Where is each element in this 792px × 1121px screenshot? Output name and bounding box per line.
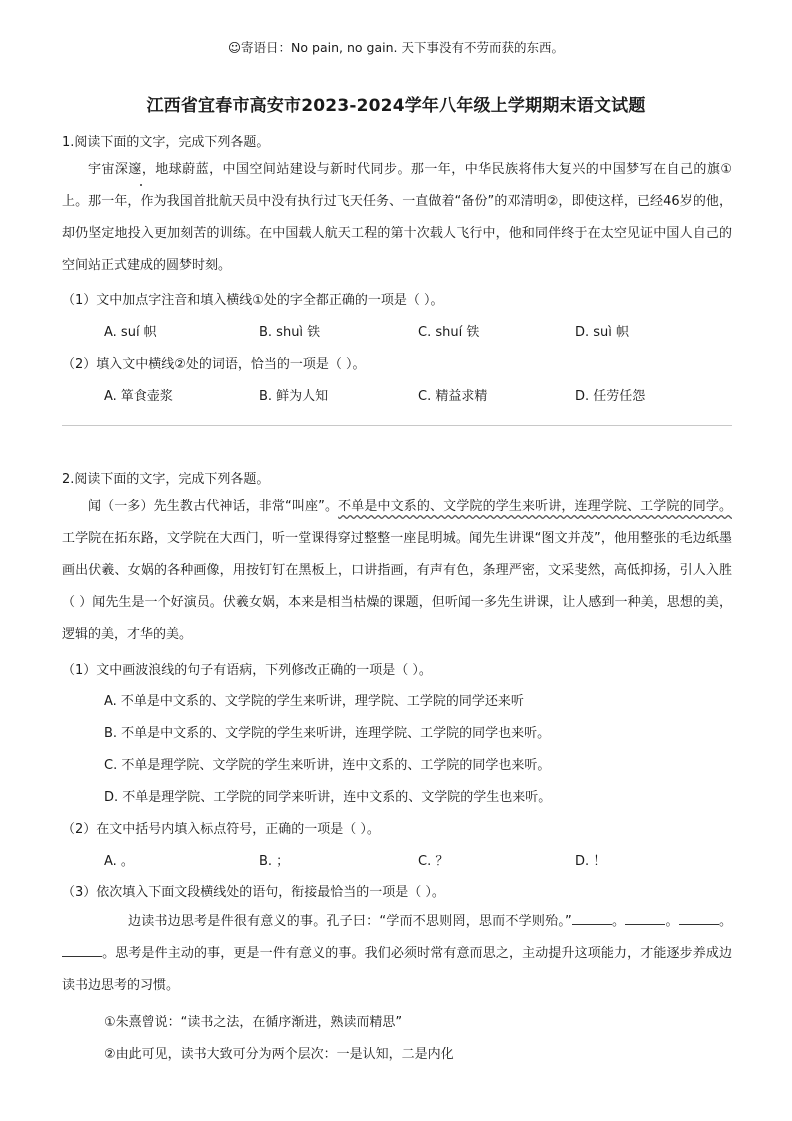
q1-sub2-option-c[interactable]: C. 精益求精 [418,389,488,404]
q2-sub2-option-c[interactable]: C. ？ [418,854,449,869]
q1-sub1-option-b[interactable]: B. shuì 铁 [259,325,321,340]
q2-sub3-item-1: ①朱熹曾说：“读书之法，在循序渐进，熟读而精思” [104,1015,403,1030]
q1-sub2-option-b[interactable]: B. 鲜为人知 [259,389,329,404]
q2-sub1: （1）文中画波浪线的句子有语病，下列修改正确的一项是（ ）。 [62,663,432,678]
q2-sub3-passage-a: 边读书边思考是件很有意义的事。孔子曰：“学而不思则罔，思而不学则殆。” [128,914,572,929]
q1-sub1-option-c[interactable]: C. shuí 铁 [418,325,480,340]
q2-sub3: （3）依次填入下面文段横线处的语句，衔接最恰当的一项是（ ）。 [62,885,445,900]
q2-stem: 2.阅读下面的文字，完成下列各题。 [62,472,270,487]
q2-sub2-option-b[interactable]: B. ； [259,854,290,869]
q2-sub3-passage-b: 思考是件主动的事，更是一件有意义的事。我们必须时常有意而思之，主动提升这项能力，才能逐步养成边读书边思考的习惯。 [62,946,732,993]
q2-sub2-option-a[interactable]: A. 。 [104,854,134,869]
blank-3[interactable] [679,912,719,925]
q2-sub1-option-d[interactable]: D. 不单是理学院、工学院的同学来听讲，连中文系的、文学院的学生也来听。 [104,790,552,805]
q1-sub2-option-d[interactable]: D. 任劳任怨 [575,389,646,404]
motto: ☺寄语日：No pain, no gain. 天下事没有不劳而获的东西。 [228,40,564,55]
q2-sub1-option-a[interactable]: A. 不单是中文系的、文学院的学生来听讲，理学院、工学院的同学还来听 [104,694,524,709]
q1-sub2: （2）填入文中横线②处的词语，恰当的一项是（ ）。 [62,357,366,372]
blank-2[interactable] [625,912,665,925]
q2-sub1-option-c[interactable]: C. 不单是理学院、文学院的学生来听讲，连中文系的、工学院的同学也来听。 [104,758,551,773]
q2-sub3-item-2: ②由此可见，读书大致可分为两个层次：一是认知，二是内化 [104,1047,454,1062]
q1-sub1: （1）文中加点字注音和填入横线①处的字全都正确的一项是（ ）。 [62,293,444,308]
q1-sub1-option-d[interactable]: D. suì 帜 [575,325,630,340]
q2-sub2: （2）在文中括号内填入标点符号，正确的一项是（ ）。 [62,822,380,837]
q2-sub3-passage: 边读书边思考是件很有意义的事。孔子曰：“学而不思则罔，思而不学则殆。” 。 。 。。思考是件主动的事，更是一件有意义的事。我们必须时常有意而思之，主动提升这项能力，才能逐步养成边读书边思考的习惯。 [62,914,732,993]
q1-stem: 1.阅读下面的文字，完成下列各题。 [62,135,270,150]
q2-passage-b: 工学院在拓东路，文学院在大西门，听一堂课得穿过整整一座昆明城。闻先生讲课“图文并茂”，他用整张的毛边纸墨画出伏羲、女娲的各种画像，用按钉钉在黑板上，口讲指画，有声有色，条理严密，文采斐然，高低抑扬，引人入胜（ ）闻先生是一个好演员。伏羲女娲，本来是相当枯燥的课题，但听闻一多先生讲课，让人感到一种美，思想的美，逻辑的美，才华的美。 [62,531,732,642]
q2-sub2-option-d[interactable]: D. ！ [575,854,607,869]
q2-passage [62,491,732,651]
q1-sub2-option-a[interactable]: A. 箪食壶浆 [104,389,173,404]
q1-sub1-option-a[interactable]: A. suí 帜 [104,325,157,340]
blank-1[interactable] [572,912,612,925]
page-title: 江西省宜春市高安市2023-2024学年八年级上学期期末语文试题 [146,96,646,116]
q2-wavy-sentence: 不单是中文系的、文学院的学生来听讲，连理学院、工学院的同学。 [338,499,732,514]
q2-sub1-option-b[interactable]: B. 不单是中文系的、文学院的学生来听讲，连理学院、工学院的同学也来听。 [104,726,551,741]
blank-4[interactable] [62,944,102,957]
q1-passage: 宇宙深邃，地球蔚蓝，中国空间站建设与新时代同步。那一年，中华民族将伟大复兴的中国梦写在自己的旗①上。那一年，作为我国首批航天员中没有执行过飞天任务、一直做着“备份”的邓清明②，即使这样，已经46岁的他，却仍坚定地投入更加刻苦的训练。在中国载人航天工程的第十次载人飞行中，他和同伴终于在太空见证中国人自己的空间站正式建成的圆梦时刻。 [62,162,732,273]
emphasis-dot [140,184,142,186]
section-divider [62,425,732,426]
q2-passage-a: 闻（一多）先生教古代神话，非常“叫座”。 [88,499,339,514]
